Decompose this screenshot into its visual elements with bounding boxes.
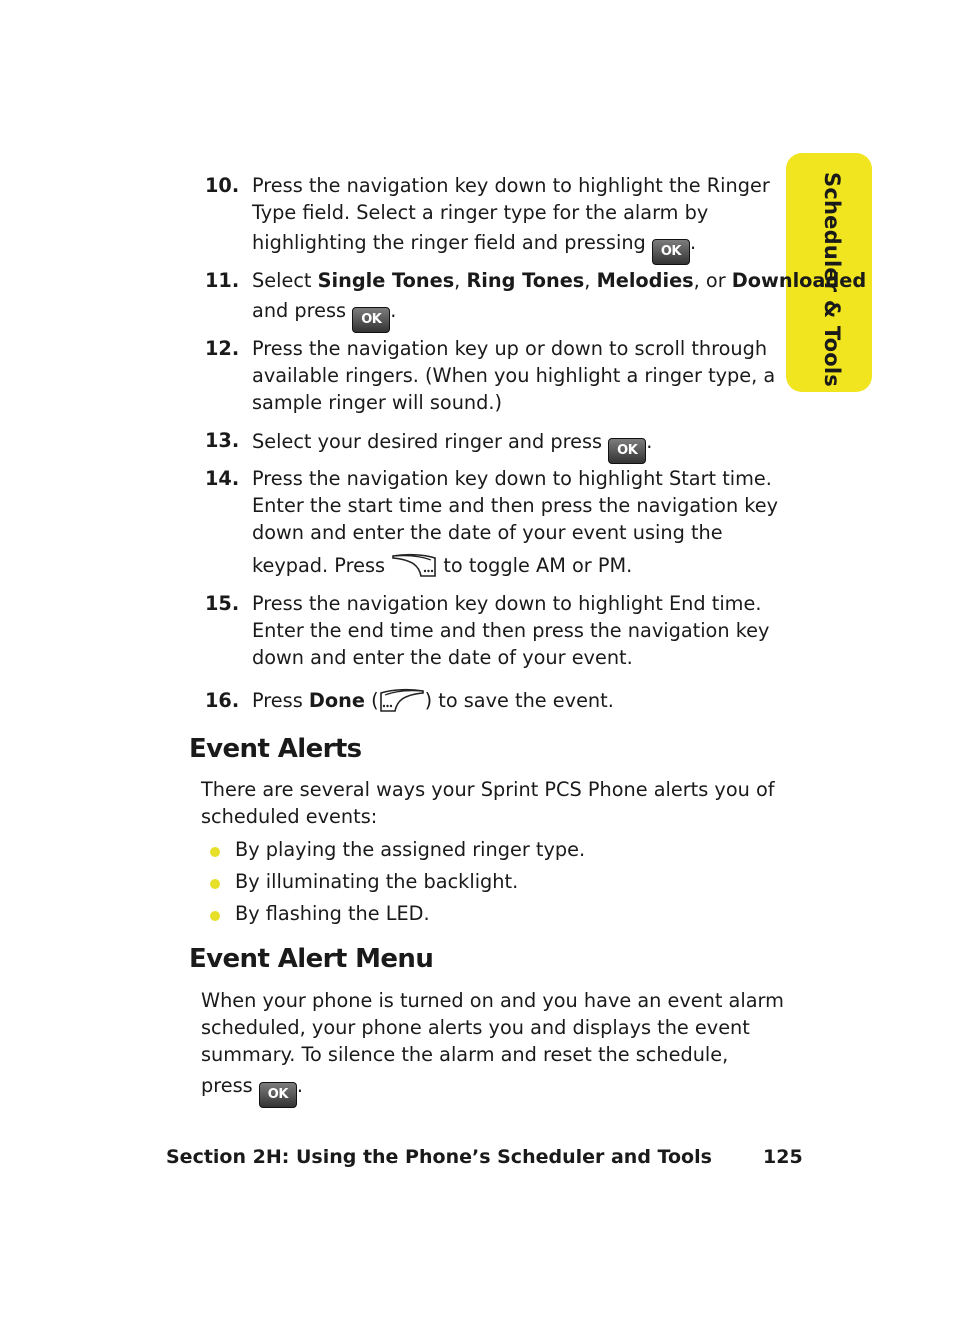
step-text: and press <box>252 299 347 322</box>
paragraph-text: . <box>296 1074 303 1097</box>
right-softkey-icon <box>391 552 437 594</box>
event-alerts-list <box>201 836 585 932</box>
step-text: . <box>646 430 653 453</box>
step-15 <box>205 590 775 671</box>
page-number: 125 <box>763 1146 803 1168</box>
step-text: . <box>689 231 697 254</box>
step-text: available ringers. (When you highlight a ringer type, a <box>252 364 776 387</box>
list-item-text: By illuminating the backlight. <box>235 870 519 893</box>
step-number: 14. <box>205 467 240 490</box>
list-item <box>201 868 585 900</box>
step-text: Select your desired ringer and press <box>252 430 603 453</box>
step-text: . <box>390 299 397 322</box>
bullet-dot-icon <box>210 879 220 889</box>
step-text: Press the navigation key down to highlight Start time. <box>252 467 772 490</box>
step-number: 10. <box>205 174 240 197</box>
step-11 <box>205 267 867 333</box>
separator: , or <box>693 269 726 292</box>
step-number: 15. <box>205 592 240 615</box>
step-text: Press the navigation key up or down to scroll through <box>252 337 768 360</box>
heading-event-alerts: Event Alerts <box>189 734 362 764</box>
step-number: 16. <box>205 689 240 712</box>
step-13 <box>205 427 775 464</box>
separator: , <box>584 269 591 292</box>
step-text: ) to save the event. <box>424 689 614 712</box>
option-downloaded: Downloaded <box>731 269 867 292</box>
step-text: Select <box>252 269 312 292</box>
option-single-tones: Single Tones <box>317 269 455 292</box>
step-text: Type field. Select a ringer type for the alarm by <box>252 201 709 224</box>
step-number: 12. <box>205 337 240 360</box>
paragraph-text: When your phone is turned on and you have an event alarm <box>201 989 784 1012</box>
paragraph-text: There are several ways your Sprint PCS Phone alerts you of <box>201 778 775 801</box>
list-item-text: By flashing the LED. <box>235 902 430 925</box>
list-item-text: By playing the assigned ringer type. <box>235 838 586 861</box>
event-alerts-paragraph <box>201 776 776 830</box>
left-softkey-icon <box>379 687 425 726</box>
step-number: 11. <box>205 269 240 292</box>
step-text: Press the navigation key down to highlight the Ringer <box>252 174 770 197</box>
ok-key-icon: OK <box>608 438 646 464</box>
paragraph-text-line <box>201 1068 776 1108</box>
step-text-line <box>252 684 775 726</box>
done-label: Done <box>308 689 365 712</box>
paragraph-text: press <box>201 1074 253 1097</box>
step-text: highlighting the ringer field and pressing <box>252 231 646 254</box>
step-number: 13. <box>205 429 240 452</box>
step-text: keypad. Press <box>252 554 386 577</box>
ok-key-icon: OK <box>259 1082 297 1108</box>
ok-key-icon: OK <box>652 239 690 265</box>
step-text: sample ringer will sound.) <box>252 391 503 414</box>
step-text: Press <box>252 689 303 712</box>
heading-event-alert-menu: Event Alert Menu <box>189 944 434 974</box>
step-text: Press the navigation key down to highlight End time. <box>252 592 762 615</box>
list-item <box>201 900 585 932</box>
separator: , <box>454 269 461 292</box>
bullet-dot-icon <box>210 847 220 857</box>
step-text: down and enter the date of your event. <box>252 646 633 669</box>
ok-key-icon: OK <box>352 307 390 333</box>
event-alert-menu-paragraph <box>201 987 784 1108</box>
footer-section-title: Section 2H: Using the Phone’s Scheduler and Tools <box>166 1146 712 1168</box>
paragraph-text: scheduled, your phone alerts you and displays the event <box>201 1016 750 1039</box>
step-14 <box>205 465 779 594</box>
side-tab-label: Scheduler & Tools <box>820 172 844 387</box>
step-10 <box>205 172 775 265</box>
step-text-line <box>252 226 775 265</box>
step-text: to toggle AM or PM. <box>443 554 633 577</box>
option-melodies: Melodies <box>596 269 694 292</box>
step-text: down and enter the date of your event using the <box>252 521 723 544</box>
list-item <box>201 836 585 868</box>
step-text: ( <box>371 689 379 712</box>
step-text-line <box>252 427 775 464</box>
step-12 <box>205 335 775 416</box>
paragraph-text: scheduled events: <box>201 805 378 828</box>
step-16 <box>205 684 775 726</box>
step-text-line <box>252 294 775 333</box>
step-text: Enter the start time and then press the navigation key <box>252 494 779 517</box>
step-text: Enter the end time and then press the navigation key <box>252 619 770 642</box>
step-text-line <box>252 546 775 594</box>
paragraph-text: summary. To silence the alarm and reset the schedule, <box>201 1043 729 1066</box>
step-text-line <box>252 267 867 294</box>
bullet-dot-icon <box>210 911 220 921</box>
option-ring-tones: Ring Tones <box>466 269 585 292</box>
